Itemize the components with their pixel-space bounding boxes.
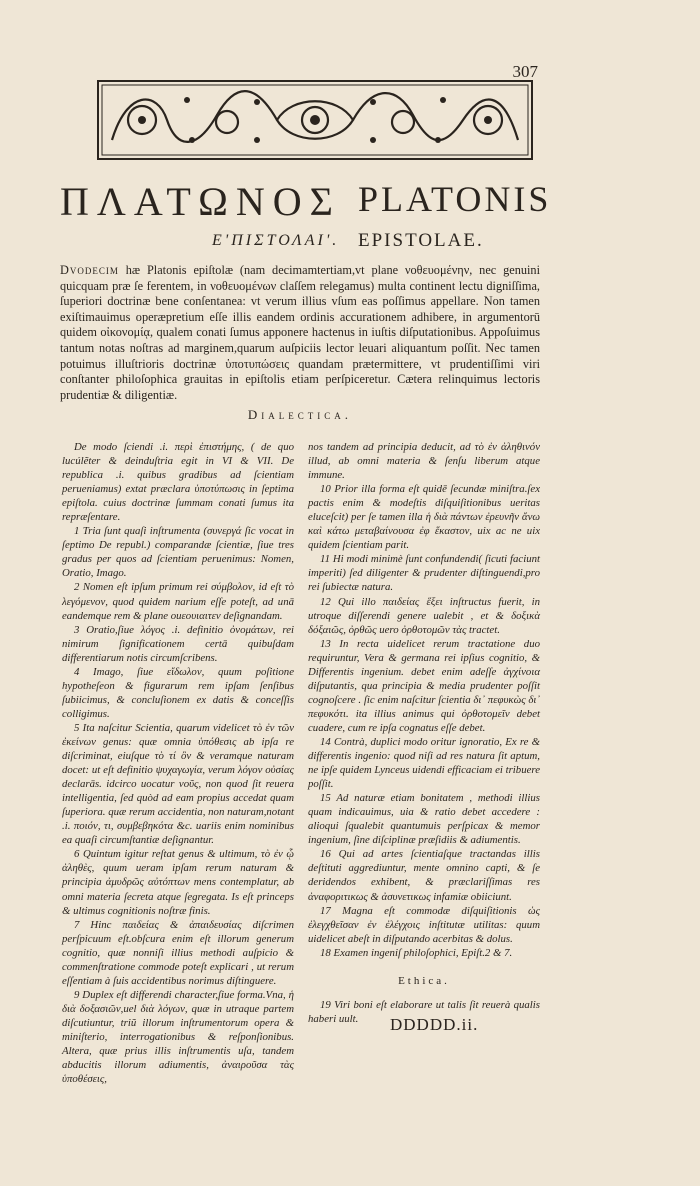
left-column bbox=[62, 440, 294, 1086]
right-paragraph: 13 In recta uidelicet rerum tractatione duo requiruntur, Vera & germana rei ipſius cognitio, & Differentis ingenium. debet enim adeſſe ἀγχίνοια diſputantis, qua principia & media prudenter poſſit cognoſcere . ſic enim naſcitur ſcientia δι᾽ πεφυκὼς δι᾽ πεφυκότι. ita illius animus qui ὀρθοτομεῖν debet cuadere, cum re ipſa cognatus eſſe debet. bbox=[308, 637, 540, 734]
left-paragraph: De modo ſciendi .i. περὶ ἐπιστήμης, ( de quo lucúlẽter & deinduſtria egit in VI & VII. De republica .i. quibus gradibus ad ſcientiam perueniamus) extat præclara ὑποτύπωσις in ſeptima epiſtola. cuius doctrinæ ſummam conati ſumus ita repræſentare. bbox=[62, 441, 294, 524]
ethica-heading: Ethica. bbox=[398, 974, 450, 987]
left-paragraph: 7 Hinc παιδείας & ἀπαιδευσίας diſcrimen perſpicuum eſt.obſcura enim eſt illorum generum cognitio, quæ nonniſi illius methodi auſpicio & commenſtratione commode poteſt explicari , ut rerum eſſentiam à ſuis accidentibus norimus diſtinguere. bbox=[62, 918, 294, 987]
right-paragraph: 17 Magna eſt commodæ diſquiſitionis ὡς ἐλεγχθεῖσαν ἐν ἐλέγχοις inſtitutæ utilitas: quum uidelicet abeſt in diſputando acerbitas & dolus. bbox=[308, 904, 540, 945]
left-paragraph: 4 Imago, ſiue εἴδωλον, quum poſitione hypotheſeon & figurarum rem ipſam ſenſibus ſubiicimus, & concluſionem ex datis & conceſſis colligimus. bbox=[62, 665, 294, 720]
right-paragraph: 18 Examen ingeniſ philoſophici, Epiſt.2 & 7. bbox=[320, 946, 513, 959]
left-paragraph: 2 Nomen eſt ipſum primum rei σύμβολον, id eſt τὸ λεγόμενον, quod quidem narium eſſe poteſt, ad unā eandemque rem & plane ouεουιαιτεν deſignandam. bbox=[62, 581, 294, 622]
left-paragraph: 1 Tria ſunt quaſi inſtrumenta (συνεργά ſic vocat in ſeptimo De republ.) comparandæ ſcientiæ, ſiue tres gradus per quos ad ſcientiam peruenimus: Nomen, Oratio, Imago. bbox=[62, 525, 294, 580]
right-paragraph: nos tandem ad principia deducit, ad τὸ ἐν ἀληθινόν illud, ab omni materia & ſenſu liberum atque immune. bbox=[308, 441, 540, 482]
page-number: 307 bbox=[512, 62, 538, 81]
title-latin: PLATONIS bbox=[358, 179, 552, 219]
signature-mark: DDDDD.ii. bbox=[390, 1015, 479, 1034]
preface-dropcap: Dvodecim bbox=[60, 263, 119, 277]
left-paragraph: 5 Ita naſcitur Scientia, quarum videlicet τὸ ἐν τῶν ἐκείνων genus: quæ omnia ὑπόθεσις ab ipſa re diſcriminat, eiuſque τὸ τί ὂν & veramque naturam docet: ut eſt definitio ψυχαγωγία, verum λόγον οὐσίας declarās. idcirco uocatur νοῦς, non quod ſit reuera intelligentia, ſed quòd ad eam propius accedat quam ſuperiora. quæ rerum accidentia, non naturam,notant .i. ποιόν, τι, συμβεβηκότα &c. uariis enim nominibus ea quaſi circumſtantiæ deſignantur. bbox=[62, 721, 294, 847]
left-paragraph: 6 Quintum igitur reſtat genus & ultimum, τὸ ἐν ᾧ ἀληθὲς, quum ueram ipſam rerum naturam & principia ἀμυδρῶς αὐτόπτων mens contemplatur, ab omni materia ſecreta atque ſegregata. Is eſt princeps & ultimus cognitionis noſtræ finis. bbox=[62, 848, 294, 917]
right-paragraph: 10 Prior illa forma eſt quidē ſecundæ miniſtra.ſex pactis enim & modeſtis diſquiſitionibus ueritas eluceſcit) per ſe tamen illa ἡ διὰ πάντων ἐρευνῆν ἄνω καὶ κάτω μεταβαίνουσα ἐφ ἕκαστον, uix ac ne uix quidem ſcientiam parit. bbox=[308, 483, 540, 552]
left-paragraph: 9 Duplex eſt differendi character,ſiue forma.Vna, ἡ διὰ δοξασιῶν,uel διὰ λόγων, quæ in utraque partem diſcutiuntur, triũ illorum inſtrumentorum opera & miniſterio, interrogationibus & reſponſionibus. Altera, quæ prius illis inſtrumentis uſa, tandem abducitis illorum adiumentis, ἀναιροῦσα τὰς ὑποθέσεις, bbox=[62, 988, 294, 1086]
right-paragraph: 11 Hi modi minimè ſunt confundendi( ſicuti faciunt imperiti) ſed diligenter & prudenter diſtinguendi,pro rei ſubiectæ natura. bbox=[308, 553, 540, 594]
right-paragraph: 14 Contrà, duplici modo oritur ignoratio, Ex re & differentis ingenio: quod niſi ad res natura ſit aptum, ne ipſe quidem Lynceus uidendi efficaciam ei tribuere poſſit. bbox=[308, 735, 540, 791]
section-heading: Dialectica. bbox=[247, 407, 353, 422]
floral-headpiece-ornament bbox=[97, 80, 533, 160]
subtitle-latin: EPISTOLAE. bbox=[358, 230, 484, 251]
title-greek: ΠΛΑΤΩΝΟΣ bbox=[60, 179, 341, 224]
ethica-paragraph: 19 Viri boni eſt elaborare ut talis ſit reuerà qualis haberi uult. bbox=[308, 998, 540, 1025]
right-column bbox=[308, 440, 540, 1026]
right-paragraph: 16 Qui ad artes ſcientiaſque tractandas illis deſtituti aggrediuntur, mente omnino capti, & ſe deridendos exhibent, & præclariſſimas res ἀναφοριτικως & ἀσυνετικως infamiæ obiiciunt. bbox=[308, 848, 540, 903]
subtitle-greek: Ε'ΠΙΣΤΟΛΑΙ'. bbox=[212, 232, 340, 249]
title-row bbox=[60, 178, 552, 228]
left-paragraph: 3 Oratio,ſiue λόγος .i. definitio ὀνομάτων, rei nimirum ſignificationem certā quibuſdam differentiarum notis circumſcribens. bbox=[62, 623, 294, 664]
preface-text: hæ Platonis epiſtolæ (nam decimamtertiam,vt plane νοθευομένην, nec genuini quicquam præ ſe ferentem, in νοθευομένων claſſem relegamus) multa continent lectu digniſſima, ſuperiori doctrinæ bene conſentanea: vt verum illius vſum eas poſſimus appellare. Non tamen exiſtimauimus operæpretium eſſe illis eandem ordinis accurationem adhibere, in argumentorū quidem οἰκονομίᾳ, qualem conati ſumus apponere hactenus in iuſtis diſputationibus. Appoſuimus tantum notas noſtras ad marginem,quarum auſpiciis lector leuari aliquantum poſſit. Nec tamen potuimus illuſtrioris doctrinæ ὑποτυπώσεις quandam prætermittere, vt prudentiſſimi viri conſtanter philoſophica grauitas in epiſtolis etiam perſpiceretur. Cætera relinquimus lectoris prudentiæ & diligentiæ. bbox=[60, 263, 540, 402]
right-paragraph: 12 Qui illo παιδείας ἕξει inſtructus fuerit, in utroque diſſerendi genere ualebit , et & δοξικὰ δόξαιῶς, ὀρθῶς uero ὀρθοτομῶν τὰς tractet. bbox=[308, 595, 540, 636]
preface-paragraph bbox=[60, 263, 540, 403]
right-paragraph: 15 Ad naturæ etiam bonitatem , methodi illius quam indicauimus, uia & ratio debet accedere : alioqui ſqualebit quantumuis perſpicax & memor ingenium, ſine diſciplinæ præſidiis & adiumentis. bbox=[308, 792, 540, 847]
